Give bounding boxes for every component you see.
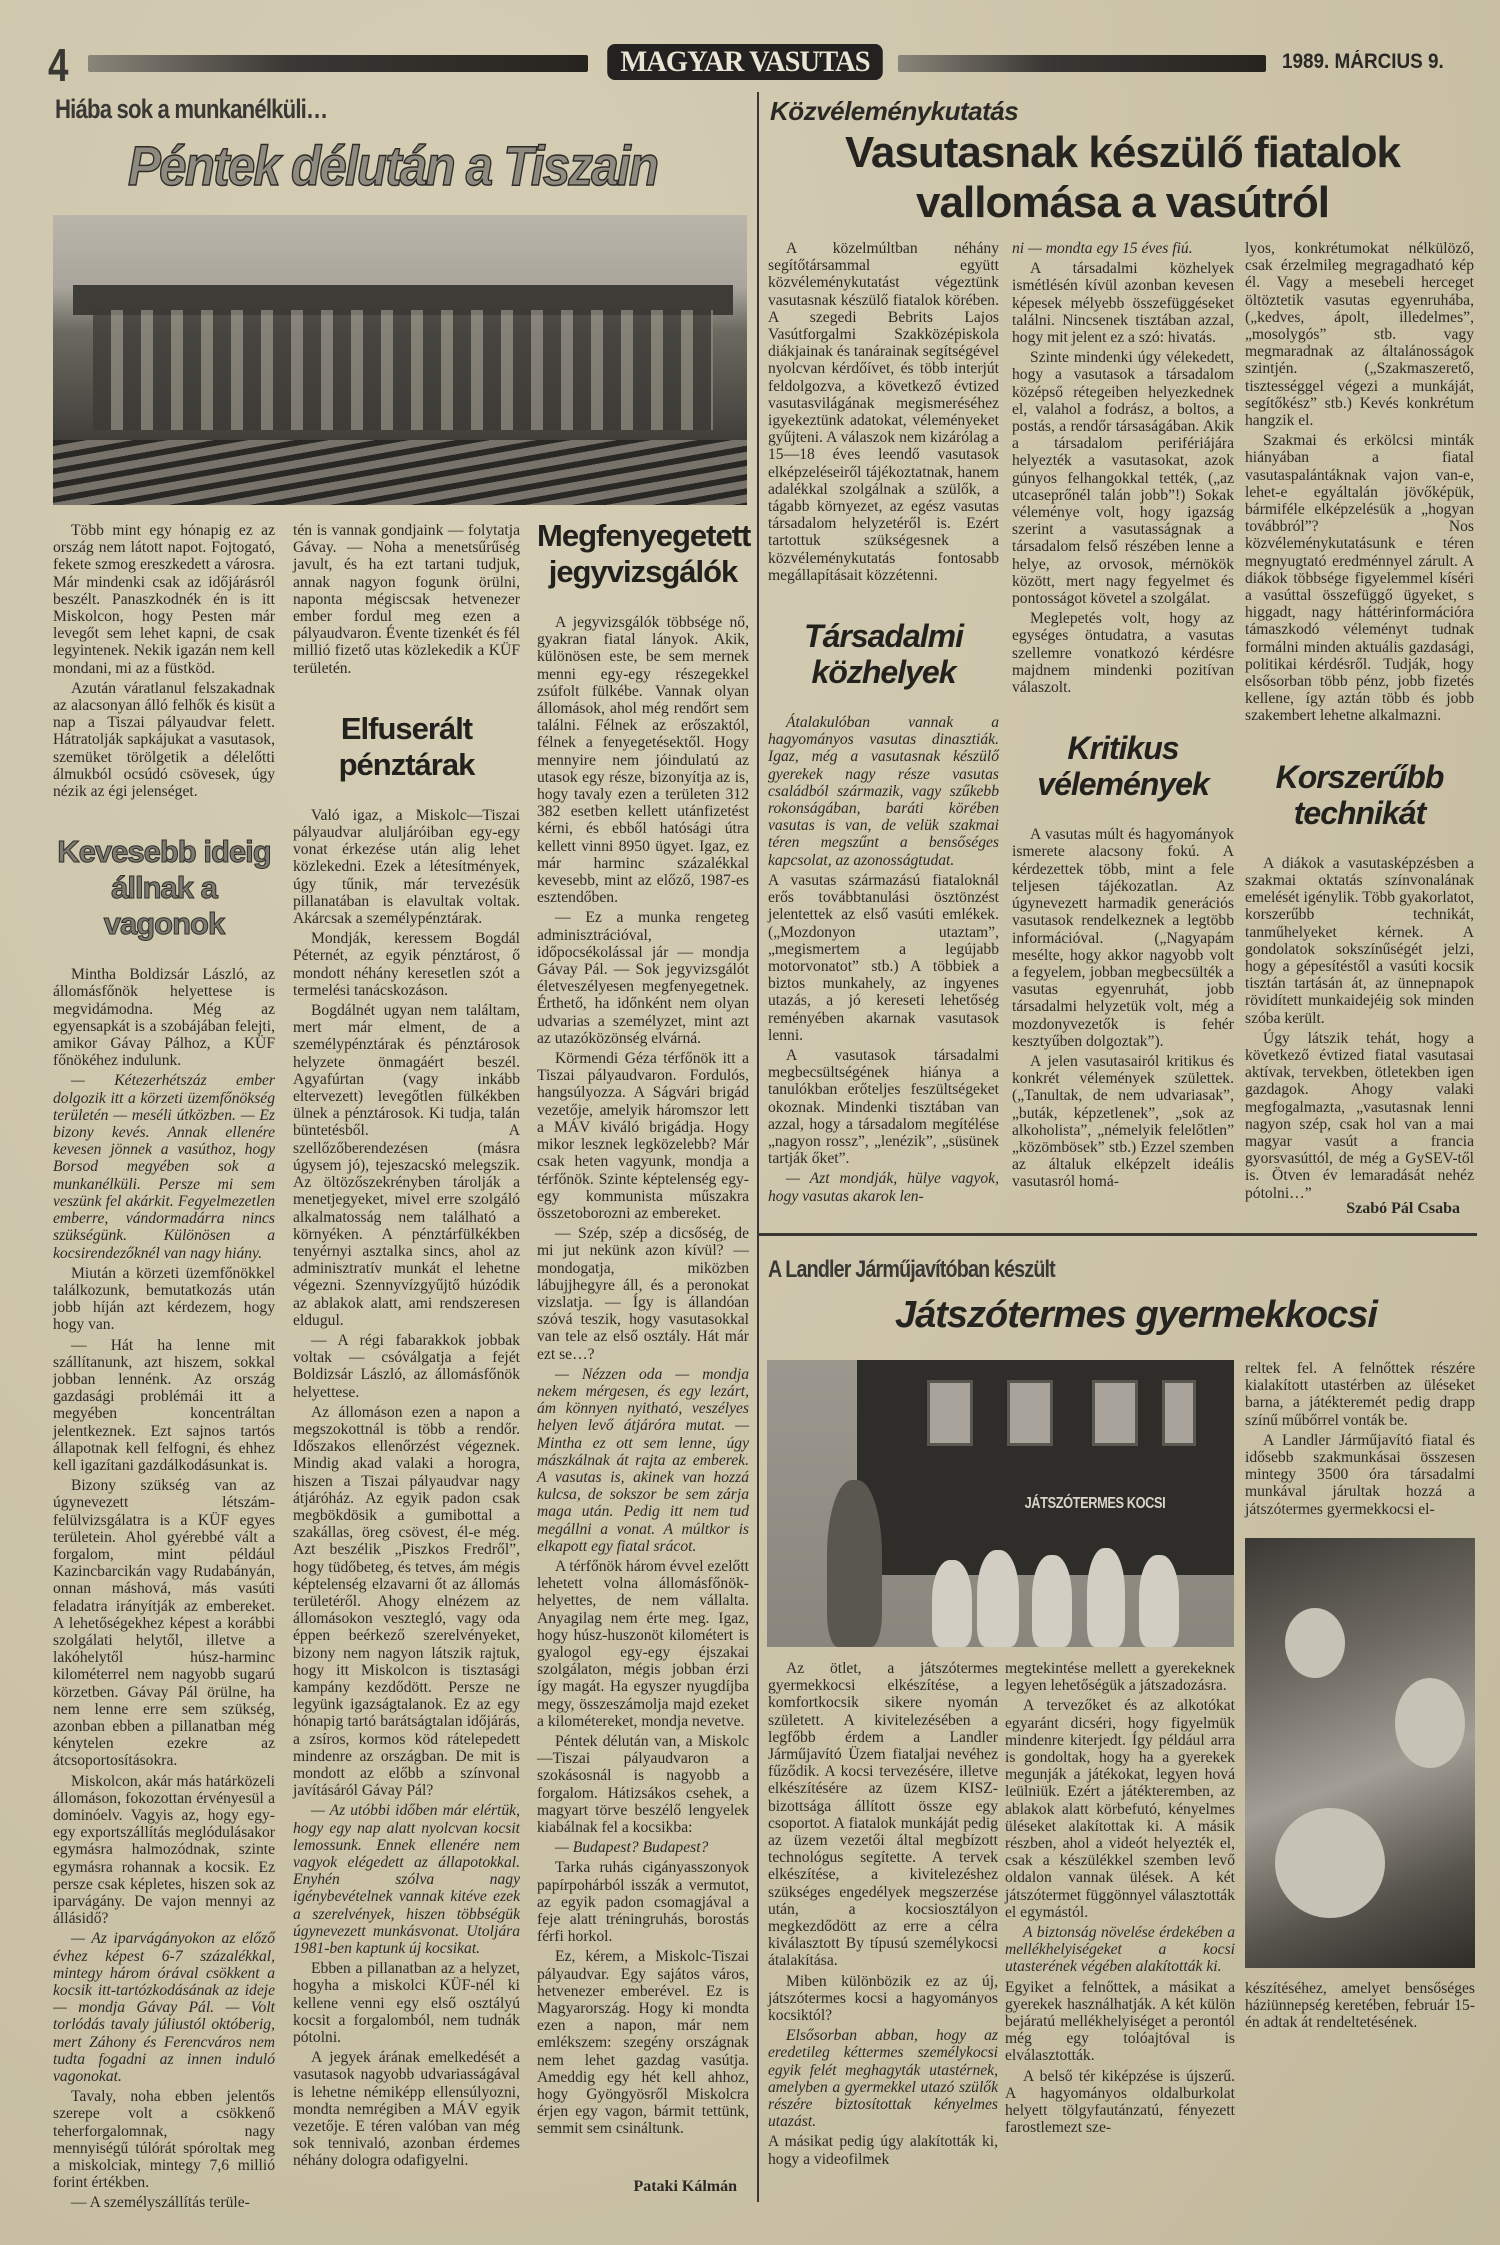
paragraph: Péntek délután van, a Miskolc—Tiszai pályaudvaron a szokásosnál is nagyobb a forgalom. Hátizsákos csehek, a magyart törve beszélő lengyelek kiabálnak fel a kocsikba: (537, 1733, 749, 1837)
paragraph: Szakmai és erkölcsi minták hiányában a fiatal vasutaspalántáknak vajon van-e, lehet-e egyáltalán jövőképük, bármiféle elképzelésük a „hogyan továbbról”? Nos közvéleménykutatásunk e téren megnyugtató eredménnyel zárult. A diákok többsége figyelemmel kíséri a vasúttal összefüggő ügyeket, s higgadt, nagy háttérinformációra támaszkodó véleményt tudnak formálni minden aktuális gazdasági, politikai kérdésről. Tudják, hogy elsősorban több pénz, jobb fizetés kellene, így aztán több és jobb szakembert lehetne alkalmazni. (1245, 432, 1474, 725)
section-heading: Társadalmi közhelyek (804, 618, 963, 691)
section-heading: Elfuserált pénztárak (338, 710, 475, 782)
paragraph: Ebben a pillanatban az a helyzet, hogyha a miskolci KÜF-nél ki kellene venni egy első osztályú kocsit a forgalomból, nem tudnák pótolni. (293, 1960, 520, 2047)
paragraph: A jegyek árának emelkedését a vasutasok nagyobb udvariasságával is lehetne némiképp ellensúlyozni, mondta nemrégiben a MÁV egyik vezetője. E téren valóban van még sok tennivaló, azonban érdemes néhány dologra odafigyelni. (293, 2049, 520, 2170)
paragraph: — Azt mondják, hülye vagyok, hogy vasutas akarok len- (768, 1170, 999, 1205)
right-article-title (770, 128, 1475, 228)
paragraph: tén is vannak gondjaink — folytatja Gávay. — Noha a menetsűrűség javult, és ha ezt tartani tudjuk, annak nagyon fogunk örülni, naponta mégiscsak hetvenezer ember fordul meg ezen a pályaudvaron. Évente tizenkét és fél millió fizető utas közlekedik a KÜF területén. (293, 522, 520, 677)
paragraph: Úgy látszik tehát, hogy a következő évtized fiatal vasutasai aktívak, tervekben, ötletekben igen gazdagok. Ahogy valaki megfogalmazta, „vasutasnak lenni nagyon szép, csak hol van a mai magyar vasút a francia gyorsvasúttól, de még a GySEV-től is. Ötven év lemaradását nehéz pótolni…” (1245, 1029, 1474, 1202)
left-article-column-1 (53, 522, 275, 2212)
right-article-column-1 (768, 240, 999, 1225)
right-article-title-line-2: vallomása a vasútról (916, 178, 1329, 227)
left-article-byline: Pataki Kálmán (633, 2178, 737, 2195)
paragraph: reltek fel. A felnőttek részére kialakított utastérben az üléseket barna, a játékteremét pedig drapp színű műbőrrel vonták be. (1245, 1360, 1475, 1429)
paragraph: Bizony szükség van az úgynevezett létszám-felülvizsgálatra is a KÜF egyes területein. Ahol gyérebbé vált a forgalom, mint például Kazincbarcikán vagy Rudabányán, onnan máshová, más vasúti feladatra irányítják az embereket. A lehetőségekhez képest a korábbi szolgálati helytől, illetve a lakóhelytől húsz-harminc kilométerrel nem nagyobb sugarú körzetben. Gávay Pál örülne, ha nem lenne erre sem szükség, azonban ebben a pillanatban még kénytelen ezekre az átcsoportosításokra. (53, 1477, 275, 1770)
children-playroom-photo (1245, 1538, 1475, 1968)
paragraph: A biztonság növelése érdekében a mellékhelyiségeket a kocsi utasterének végében alakították ki. (1005, 1924, 1235, 1976)
left-article-column-3 (537, 518, 749, 2158)
train-car-label: JÁTSZÓTERMES KOCSI (1024, 1495, 1166, 1512)
left-article-kicker: Hiába sok a munkanélküli… (55, 94, 328, 124)
paragraph: Szinte mindenki úgy vélekedett, hogy a vasutasok a társadalom középső rétegeiben helyezkednek el, valahol a fodrász, a boltos, a postás, a rendőr társaságában. Akik a társadalom perifériájára helyezték a vasutasokat, azok gúnyos felhangokkal tették, („az utcaseprőnél talán jobb”!) Sokak véleménye volt, hogy igazság szerint a vasutasságnak a társadalom felső részében lenne a helye, az orvosok, mérnökök között, mert nagy fegyelmet és pontosságot követel a szolgálat. (1012, 349, 1234, 608)
bottom-article-column-3-top (1245, 1360, 1475, 1532)
bottom-article-column-2 (1005, 1660, 1235, 2205)
column-divider (757, 92, 759, 2202)
train-car-photo (767, 1360, 1234, 1647)
paragraph: A belső tér kiképzése is újszerű. A hagyományos oldalburkolat helyett tölgyfautánzatú, fényezett farostlemezt sze- (1005, 2067, 1235, 2137)
paragraph: Körmendi Géza térfőnök itt a Tiszai pályaudvaron. Fordulós, hangsúlyozza. A Ságvári brigád vezetője, amelyik háromszor lett a MÁV kiváló brigádja. Hogy mikor lesznek legközelebb? Már csak heten vagyunk, mondja a térfőnök. Szinte képtelenség egy-egy kommunista műszakra összetoborozni az embereket. (537, 1050, 749, 1222)
train-window (927, 1380, 973, 1446)
paragraph: — Ez a munka rengeteg adminisztrációval, időpocsékolással jár — mondja Gávay Pál. — Sok jegyvizsgálót életveszélyesen megfenyegetnek. Érthető, ha időnként nem olyan udvarias a személyzet, mint azt az utazóközönség elvárná. (537, 909, 749, 1047)
paragraph: A térfőnök három évvel ezelőtt lehetett volna állomásfőnök-helyettes, de nem vállalta. Anyagilag nem érte meg. Igaz, hogy húsz-huszonöt kilométert is gyalogol egy-egy éjszakai szolgálaton, mégis jobban érzi így magát. Ha egyszer nyugdíjba megy, összeszámolja majd ezeket a kilométereket, mondja nevetve. (537, 1557, 749, 1730)
child-figure (1285, 1608, 1345, 1678)
paragraph: — Az iparvágányokon az előző évhez képest 6-7 százalékkal, mintegy három órával csökkent a kocsik itt-tartózkodásának az ideje — mondja Gávay Pál. — Volt torlódás tavaly júliustól októberig, mert Záhony és Ferencváros nem tudta fogadni az innen induló vagonokat. (53, 1930, 275, 2086)
child-figure (932, 1560, 972, 1647)
paragraph: Meglepetés volt, hogy az egységes öntudatra, a vasutas szellemre vonatkozó kérdésre majdnem mindenki pozitívan válaszolt. (1012, 610, 1234, 697)
paragraph: A vasutas múlt és hagyományok ismerete alacsony fokú. A kérdezettek több, mint a fele teljesen tájékozatlan. Az úgynevezett harmadik generációs vasutasok rendelkeznek a legtöbb információval. („Nagyapám mesélte, hogy akkor nagyobb volt a fegyelem, jobban megbecsülték a vasutas egyenruhát, jobb társadalmi helyzetük volt, még a mozdonyvezetők is fehér kesztyűben dolgoztak”). (1012, 826, 1234, 1050)
page-number: 4 (48, 39, 69, 91)
paragraph: Több mint egy hónapig ez az ország nem látott napot. Fojtogató, fekete szmog ereszkedett a városra. Már mindenki csak az időjárásról beszélt. Panaszkodnék én is itt Miskolcon, hogy Pesten már levegőt sem lehet kapni, de csak legyintenek. Nekik igazán nem kell mondani, mi az a füstköd. (53, 522, 275, 677)
issue-date: 1989. MÁRCIUS 9. (1282, 50, 1444, 73)
adult-figure (827, 1480, 882, 1647)
paragraph: A vasutas származású fiataloknál erős továbbtanulási ösztönzést jelentettek az első vasúti emlékek. („Mozdonyon utaztam”, „megismertem a legújabb motorvonatot” stb.) A többiek a biztos munkahely, az ingyenes utazás, a jó kereseti lehetőség reményében akarnak vasutasok lenni. (768, 871, 999, 1044)
section-heading: Kritikus vélemények (1037, 730, 1209, 803)
paragraph: Tavaly, noha ebben jelentős szerepe volt a csökkenő teherforgalomnak, nagy mennyiségű túlórát spóroltak meg a miskolciak, mintegy 7,6 millió forint értékben. (53, 2088, 275, 2192)
paragraph: Azután váratlanul felszakadnak az alacsonyan álló felhők és kisüt a nap a Tiszai pályaudvar felett. Hátratolják sapkájukat a vasutasok, szemüket törölgetik a délelőtti álmukból ocsúdó csövesek, úgy nézik az égi jelenséget. (53, 679, 275, 801)
paragraph: megtekintése mellett a gyerekeknek legyen lehetőségük a játszadozásra. (1005, 1660, 1235, 1695)
station-building (93, 310, 713, 430)
train-window (1007, 1380, 1053, 1446)
paragraph: — Budapest? Budapest? (555, 1839, 709, 1857)
paragraph: A vasutasok társadalmi megbecsültségének hiánya a tanulókban erőteljes feszültségeket okoznak. Mindenki tisztában van azzal, hogy a társadalom megítélése „nagyon rossz”, „lenézik”, „süsünek tartják őket”. (768, 1046, 999, 1168)
paragraph: — Nézzen oda — mondja nekem mérgesen, és egy lezárt, ám könnyen nyitható, veszélyes helyen levő átjáróra mutat. — Mintha ez ott sem lenne, úgy mászkálnak át rajta az emberek. A vasutas is, akinek van hozzá kulcsa, de sokszor be sem zárja maga után. Pedig itt nem tud megállni a vonat. A múltkor is elkapott egy fiatal srácot. (537, 1365, 749, 1555)
paragraph: lyos, konkrétumokat nélkülöző, csak érzelmileg megragadható kép él. Vagy a mesebeli herceget öltöztetik vasutas egyenruhába, („kedves, ápolt, illedelmes”, „mosolygós” stb. vagy megmaradnak az általánosságok szintjén. („Szakmaszerető, tisztességgel végezi a munkáját, segítőkész” stb.) Kevés konkrétum hangzik el. (1245, 240, 1474, 430)
left-article-title: Péntek délután a Tiszain (128, 134, 658, 197)
paragraph: — Az utóbbi időben már elértük, hogy egy nap alatt nyolcvan kocsit lemossunk. Ennek ellenére nem vagyok elégedett az állapotokkal. Enyhén szólva nagy igénybevételnek vannak kitéve ezek a szerelvények, hiszen többségük úgynevezett munkásvonat. Utoljára 1981-ben kaptunk új kocsikat. (293, 1802, 520, 1958)
paragraph: A Landler Járműjavító fiatal és idősebb szakmunkásai összesen mintegy 3500 óra társadalmi munkával járultak hozzá a játszótermes gyermekkocsi el- (1245, 1431, 1475, 1518)
paragraph: Bogdálnét ugyan nem találtam, mert már elment, de a személypénztárak és pénztárosok helyzete önmagáért beszél. Agyafúrtan (vagy inkább eltervezett) levegőtlen fülkékben ülnek a pénztárosok. Ki tudja, talán büntetésből. A szellőzőberendezésen (másra úgysem jó), tejeszacskó melegszik. Az öltözőszekrényben tárolják a menetjegyeket, mivel erre szolgáló alkalmatosság nem található a környéken. A pénztárfülkékben tenyérnyi asztalka sincs, ahol az adminisztratív munkát el lehetne végezni. Szennyvízgyűjtő húzódik az ablakok alatt, ami rendszeresen eldugul. (293, 1002, 520, 1329)
station-photo (53, 215, 747, 505)
paragraph: Egyiket a felnőttek, a másikat a gyerekek használhatják. A két külön bejáratú mellékhelyiséget a perontól még egy tolóajtóval is elválasztották. (1005, 1978, 1235, 2065)
right-article-column-2 (1012, 240, 1234, 1225)
paragraph: Való igaz, a Miskolc—Tiszai pályaudvar aluljáróiban egy-egy vonat érkezése után alig lehet közlekedni. Ezek a létesítmények, úgy tűnik, már tervezésük pillanatában is elavultak voltak. Akárcsak a személypénztárak. (293, 806, 520, 928)
paragraph: A közelmúltban néhány segítőtársammal együtt közvéleménykutatást végeztünk vasutasnak készülő fiatalok körében. A szegedi Bebrits Lajos Vasútforgalmi Szakközépiskola diákjainak és tanárainak segítségével nyolcvan kérdőívet, és több interjút feldolgozva, a következő évtized vasutasvilágának megismeréséhez igyekeztünk adatokat, véleményeket gyűjteni. A válaszok nem kizárólag a 15—18 éves leendő vasutasok elképzeléseiről tájékoztatnak, hanem adalékkal szolgálnak a szülők, a tágabb környezet, az egész vasutas társadalom helyzetéről is. Ezért tartottuk szükségesnek a közvéleménykutatás fontosabb megállapításait közzétenni. (768, 240, 999, 584)
bottom-article-column-1 (768, 1660, 998, 2205)
masthead-logo: MAGYAR VASUTAS (607, 44, 883, 80)
left-article-column-2 (293, 522, 520, 2202)
paragraph: A tervezőket és az alkotókat egyaránt dicséri, hogy figyelmük mindenre kiterjedt. Így például arra is gondoltak, hogy ha a gyerekek megunják a játékokat, legyen hová leülniük. Ezért a játékteremben, az ablakok alatt körbefutó, kényelmes üléseket alakítottak ki. A másik részben, ahol a videót helyezték el, csak a készülékkel szemben levő oldalon vannak ülések. A két játszótermet függönnyel választották el egymástól. (1005, 1697, 1235, 1921)
paragraph: — Szép, szép a dicsőség, de mi jut nekünk azon kívül? — mondogatja, miközben lábujjhegyre áll, és a peronokat vizslatja. — Így is állandóan szóvá teszik, hogy vasutasokkal van tele az első osztály. Hát már ezt se…? (537, 1225, 749, 1363)
section-heading: Megfenyegetett jegyvizsgálók (537, 518, 751, 589)
train-window (1162, 1380, 1196, 1446)
paragraph: — A személyszállítás terüle- (71, 2194, 250, 2212)
paragraph: — Hát ha lenne mit szállítanunk, azt hiszem, sokkal jobban lennénk. Az ország gazdasági problémái itt a megyében koncentráltan jelentkeznek. Ezt sajnos tartós állapotnak kell felfogni, és ehhez kell igazítani gazdálkodásunkat is. (53, 1336, 275, 1474)
right-article-kicker: Közvéleménykutatás (770, 96, 1019, 126)
paragraph: A diákok a vasutasképzésben a szakmai oktatás színvonalának emelését igénylik. Több gyakorlatot, korszerűbb technikát, tanműhelyeket kérnek. A gondolatok sokszínűségét jelzi, hogy a gépesítéstől a vasúti kocsik tisztán tartásán át, az ünnepnapok rövidített munkaidejéig sok minden szóba került. (1245, 854, 1474, 1027)
paragraph: Az ötlet, a játszótermes gyermekkocsi elkészítése, a komfortkocsik sikere nyomán született. A kivitelezésében a legfőbb érdem a Landler Járműjavító Üzem fiataljai nevéhez fűződik. A kocsi tervezésére, illetve elkészítésére az üzem KISZ-bizottsága állított össze egy csoportot. A fiatalok munkáját pedig az üzem vezetői által megbízott technológus segítette. A tervek elkészítése, a kivitelezéshez szükséges engedélyek megszerzése után, a kocsiosztályon megkezdődött az erre a célra kiválasztott By típusú személykocsi átalakítása. (768, 1660, 998, 1970)
paragraph: Tarka ruhás cigányasszonyok papírpohárból isszák a vermutot, az egyik padon csomagjával a feje alatt tréningruhás, borostás férfi horkol. (537, 1859, 749, 1946)
paragraph: — Kétezerhétszáz ember dolgozik itt a körzeti üzemfőnökség területén — meséli útközben. — Ez bizony kevés. Annak ellenére kevesen jönnek a vasúthoz, hogy Borsod megyében sok a munkanélküli. Persze mi sem veszünk fel akárkit. Fegyelmezetlen emberre, vándormadárra nincs szükségünk. Különösen a kocsirendezőknél van nagy hiány. (53, 1072, 275, 1262)
masthead-bar-right (898, 55, 1266, 72)
paragraph: Miután a körzeti üzemfőnökkel találkozunk, bemutatkozás után jobb híján azt kérdezem, hogy hogy van. (53, 1264, 275, 1334)
section-heading: Korszerűbb technikát (1275, 758, 1444, 831)
child-figure (1087, 1548, 1125, 1647)
paragraph: Az állomáson ezen a napon a megszokottnál is több a rendőr. Időszakos ellenőrzést végeznek. Mindig akad valaki a horogra, hiszen a Tiszai pályaudvar nagy átjáróház. Az egyik padon csak megbökdösik a gumibottal a szakállas, öreg csövest, él-e még. Azt beszélik „Piszkos Fredről”, hogy tüdőbeteg, és tetves, ám mégis képtelenség elzavarni őt az állomás területéről. Ahogy elnézem az állomásokon vesztegló, vagy oda éppen beérkező szerelvényeket, bizony nem nagyon látszik rajtuk, hogy itt Miskolcon is tisztasági kampány kezdődött. Persze ne legyünk igazságtalanok. Ez az egy hónapig tartó barátságtalan időjárás, a zsíros, kormos köd rátelepedett mindenre az országban. De mit is mondott az előbb a színvonal javításáról Gávay Pál? (293, 1403, 520, 1800)
section-heading: Kevesebb ideig állnak a vagonok (57, 834, 271, 942)
paragraph: Miben különbözik ez az új, játszótermes kocsi a hagyományos kocsiktól? (768, 1972, 998, 2025)
child-figure (1139, 1555, 1179, 1647)
right-article-title-line-1: Vasutasnak készülő fiatalok (844, 128, 1401, 177)
section-divider (757, 1233, 1477, 1236)
paragraph: Mondják, keressem Bogdál Péternét, az egyik pénztárost, ő mondott néhány keresetlen szót a termelési tanácskozáson. (293, 930, 520, 999)
bottom-article-column-3-bottom (1245, 1980, 1475, 2060)
paragraph: — A régi fabarakkok jobbak voltak — csóválgatja a fejét Boldizsár László, az állomásfőnök helyettese. (293, 1331, 520, 1401)
train-car (857, 1360, 1234, 1575)
right-article-column-3 (1245, 240, 1474, 1202)
paragraph: ni — mondta egy 15 éves fiú. (1012, 240, 1193, 257)
paragraph: Átalakulóban vannak a hagyományos vasutas dinasztiák. Igaz, még a vasutasnak készülő gyerekek nagy része vasutas családból származik, vagy szűkebb rokonságában, baráti körében vasutas is van, de velük szakmai téren megszűnt a bensőséges kapcsolat, az azonosságtudat. (768, 714, 999, 869)
child-figure (977, 1550, 1019, 1647)
paragraph: Mintha Boldizsár László, az állomásfőnök helyettese is megvidámodna. Még az egyensapkát is a szobájában felejti, amikor Gávay Pálhoz, a KÜF főnökéhez indulunk. (53, 966, 275, 1070)
right-article-byline: Szabó Pál Csaba (1346, 1200, 1460, 1217)
child-figure (1395, 1678, 1465, 1768)
child-figure (1275, 1808, 1385, 1918)
paragraph: A jelen vasutasairól kritikus és konkrét vélemények születtek. („Tanultak, de nem udvariasak”, „buták, képzetlenek”, „sok az alkoholista”, „némelyik felelőtlen” „közömbösek” stb.) Ezzel szemben az általuk elképzelt ideális vasutasról homá- (1012, 1052, 1234, 1191)
paragraph: A jegyvizsgálók többsége nő, gyakran fiatal lányok. Akik, különösen este, be sem mernek menni egy-egy részegekkel zsúfolt fülkébe. Vannak olyan állomások, ahol még rendőrt sem találni. Félnek az erőszaktól, félnek a fenyegetésektől. Hogy mennyire nem jóindulatú az utasok egy része, bizonyítja az is, hogy tavaly ezen a területen 312 382 esetben kellett utánfizetést kérni, és ebből hatósági útra kellett vinni 8950 ügyet. Igaz, ez már harminc százalékkal kevesebb, mint az előző, 1987-es esztendőben. (537, 614, 749, 907)
paragraph: Elsősorban abban, hogy az eredetileg kéttermes személykocsi egyik felét meghagyták utastérnek, amelyben a gyermekkel utazó szülők részére biztosítottak kényelmes utazást. (768, 2027, 998, 2131)
bottom-article-kicker: A Landler Járműjavítóban készült (768, 1256, 1055, 1283)
paragraph: készítéséhez, amelyet bensőséges háziünnepség keretében, február 15-én adtak át rendeltetésének. (1245, 1980, 1475, 2032)
masthead-bar-left (88, 55, 588, 72)
paragraph: A társadalmi közhelyek ismétlésén kívül azonban kevesen képesek mélyebb összefüggéseket találni. Nincsenek tisztában azzal, hogy mit jelent ez a szó: hivatás. (1012, 260, 1234, 347)
station-tracks (53, 440, 747, 505)
paragraph: Miskolcon, akár más határközeli állomáson, fokozottan érvényesül a dominóelv. Vagyis az, hogy egy-egy exportszállítás meglódulásakor egymásra halmozódnak, szinte egymásra rohannak a kocsik. Ez persze csak képletes, hiszen sok az iparvágány. De vajon mennyi az állásidő? (53, 1772, 275, 1928)
paragraph: Ez, kérem, a Miskolc-Tiszai pályaudvar. Egy sajátos város, hetvenezer emberével. Ez is Magyarország. Hogy ki mondta ezen a napon, már nem emlékszem: szegény országnak nem lehet gazdag vasútja. Ameddig egy hét kell ahhoz, hogy Gyöngyösről Miskolcra érjen egy vagon, bármit tettünk, semmit sem csináltunk. (537, 1948, 749, 2138)
child-figure (1032, 1555, 1072, 1647)
paragraph: A másikat pedig úgy alakították ki, hogy a videofilmek (768, 2133, 998, 2168)
bottom-article-title: Játszótermes gyermekkocsi (895, 1294, 1377, 1336)
train-window (1092, 1380, 1138, 1446)
